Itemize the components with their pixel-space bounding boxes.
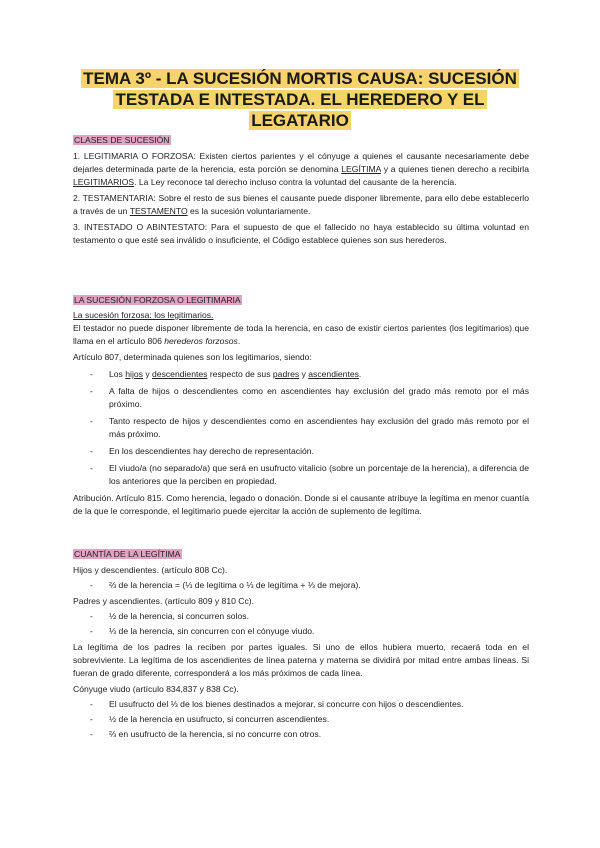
list-item [73,713,529,726]
bullet: - [90,416,93,426]
bullet: - [90,626,93,636]
text: ⅔ de la herencia = (⅓ de legítima o ⅓ de legítima + ⅓ de mejora). [109,580,361,590]
title-line-3: LEGATARIO [251,111,349,130]
bullet: - [90,714,93,724]
list-item [73,462,529,488]
paragraph-testamentaria [73,192,529,218]
text: ½ de la herencia, si concurren solos. [109,611,249,621]
term: hijos [125,369,143,379]
list-item [73,415,529,441]
list-item [73,610,529,623]
section-heading-cuantia: CUANTÍA DE LA LEGÍTIMA [74,549,181,559]
section-forzosa [73,294,529,518]
bullet: - [90,580,93,590]
term-legitimarios: LEGITIMARIOS [73,177,135,187]
text: y a quienes tienen derecho a recibirla [380,164,529,174]
text: El testador no puede disponer libremente de toda la herencia, en caso de existir ciertos parientes (los legitimarios) que llama en el artículo 806 [73,323,529,346]
term-testamento: TESTAMENTO [129,206,188,216]
paragraph-atribucion: Atribución. Artículo 815. Como herencia, legado o donación. Donde si el causante atribuye la legítima en menor cuantía de la que le corresponde, el legitimario puede ejercitar la acción de suplemento de legítima. [73,493,529,516]
section-clases [73,134,529,247]
text: respecto de sus [207,369,273,379]
title-line-2: TESTADA E INTESTADA. EL HEREDERO Y EL [115,90,485,109]
title-line-1: TEMA 3º - LA SUCESIÓN MORTIS CAUSA: SUCESIÓN [83,69,517,88]
text: es la sucesión voluntariamente. [187,206,311,216]
paragraph-hijos: Hijos y descendientes. (artículo 808 Cc). [73,565,228,575]
bullet: - [90,729,93,739]
list-item [73,385,529,411]
paragraph-articulo-807: Artículo 807, determinada quienes son los legitimarios, siendo: [73,352,312,362]
section-cuantia [73,548,529,741]
text: 1. LEGITIMARIA O FORZOSA: Existen ciertos parientes y el cónyuge a quienes el causante necesariamente debe dejarles determinada parte de la herencia, esta porción se denomina [73,151,529,174]
paragraph-legitima-padres: La legítima de los padres la reciben por partes iguales. Si uno de ellos hubiera muerto, recaerá toda en el sobreviviente. La legítima de los ascendientes de línea paterna y materna se dividirá por mitad entre ambas líneas. Si fueran de grado diferente, corresponderá a los más próximos de cada línea. [73,642,529,678]
paragraph-conyuge: Cónyuge viudo (artículo 834,837 y 838 Cc). [73,684,239,694]
text: El usufructo del ⅓ de los bienes destinados a mejorar, si concurre con hijos o descendientes. [109,699,464,709]
bullet: - [90,446,93,456]
list-item [73,728,529,741]
text: En los descendientes hay derecho de representación. [109,446,314,456]
term-herederos-forzosos: herederos forzosos [164,336,238,346]
paragraph-legitimaria [73,150,529,189]
text: Tanto respecto de hijos y descendientes como en ascendientes hay exclusión del grado más remoto por el más próximo. [109,416,529,439]
text: Los [109,369,126,379]
text: . La Ley reconoce tal derecho incluso contra la voluntad del causante de la herencia. [134,177,457,187]
text: ⅔ en usufructo de la herencia, si no concurre con otros. [109,729,322,739]
text: ⅓ de la herencia, sin concurren con el cónyuge viudo. [109,626,315,636]
text: 2. TESTAMENTARIA: Sobre el resto de sus bienes el causante puede disponer libremente, para ello debe establecerlo a través de un [73,193,529,216]
bullet: - [90,611,93,621]
subheading-legitimarios: La sucesión forzosa: los legitimarios. [73,310,214,320]
paragraph-padres: Padres y ascendientes. (artículo 809 y 810 Cc). [73,596,255,606]
list-item [73,698,529,711]
bullet: - [90,699,93,709]
section-heading-clases: CLASES DE SUCESIÓN [74,135,170,145]
bullet: - [90,386,93,396]
text: A falta de hijos o descendientes como en ascendientes hay exclusión del grado más remoto por el más próximo. [109,386,529,409]
term: ascendientes [308,369,359,379]
text: ½ de la herencia en usufructo, si concurren ascendientes. [109,714,330,724]
text: y [299,369,309,379]
paragraph-intestado: 3. INTESTADO O ABINTESTATO: Para el supuesto de que el fallecido no haya establecido su última voluntad en testamento o que esté sea inválido o insuficiente, el Código establece quienes son sus herederos. [73,222,529,245]
text: . [237,336,241,346]
list-item [73,579,529,592]
text: . [358,369,362,379]
term-legitima: LEGÍTIMA [341,164,381,174]
list-item [73,625,529,638]
paragraph-testador [73,322,529,348]
term: padres [272,369,300,379]
bullet: - [90,369,93,379]
list-item [73,445,529,458]
term: descendientes [152,369,208,379]
text: El viudo/a (no separado/a) que será en usufructo vitalicio (sobre un porcentaje de la herencia), a diferencia de los anteriores que la perciben en propiedad. [109,463,529,486]
section-heading-forzosa: LA SUCESIÓN FORZOSA O LEGITIMARIA [74,295,241,305]
bullet: - [90,463,93,473]
text: y [142,369,153,379]
document-title [60,68,540,131]
list-item [73,368,529,381]
